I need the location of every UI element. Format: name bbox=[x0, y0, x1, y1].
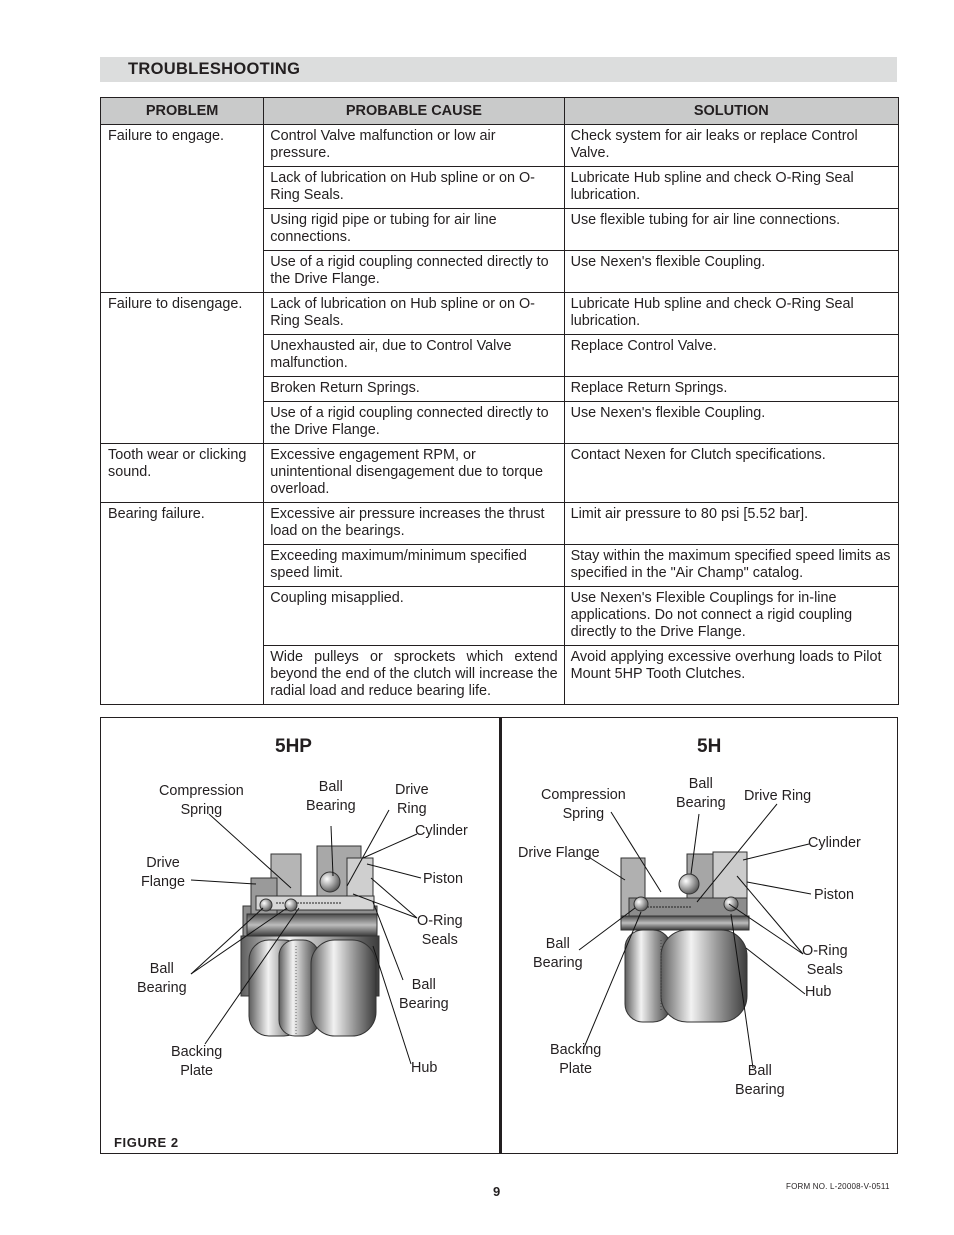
problem-cell: Failure to engage. bbox=[101, 125, 264, 293]
header-solution: SOLUTION bbox=[564, 98, 898, 125]
page-number: 9 bbox=[493, 1184, 501, 1199]
cause-cell: Coupling misapplied. bbox=[264, 587, 564, 646]
section-header bbox=[100, 57, 897, 82]
5hp-label-o-ring-seals: O-Ring Seals bbox=[417, 913, 463, 948]
cause-cell: Broken Return Springs. bbox=[264, 377, 564, 402]
problem-cell: Tooth wear or clicking sound. bbox=[101, 444, 264, 503]
cause-cell: Exceeding maximum/minimum specified speed limit. bbox=[264, 545, 564, 587]
solution-cell: Use flexible tubing for air line connections. bbox=[564, 209, 898, 251]
header-problem: PROBLEM bbox=[101, 98, 264, 125]
5hp-label-hub: Hub bbox=[411, 1060, 438, 1076]
problem-cell: Failure to disengage. bbox=[101, 293, 264, 444]
5hp-clutch-drawing bbox=[241, 846, 379, 1036]
troubleshooting-table bbox=[100, 97, 899, 705]
5hp-label-backing-plate: Backing Plate bbox=[171, 1044, 223, 1079]
solution-cell: Stay within the maximum specified speed limits as specified in the "Air Champ" catalog. bbox=[564, 545, 898, 587]
solution-cell: Lubricate Hub spline and check O-Ring Seal lubrication. bbox=[564, 167, 898, 209]
table-row bbox=[101, 503, 899, 545]
5h-title: 5H bbox=[697, 736, 722, 757]
solution-cell: Check system for air leaks or replace Control Valve. bbox=[564, 125, 898, 167]
5h-label-ball-bearing-top: Ball Bearing bbox=[676, 776, 726, 811]
5h-clutch-drawing bbox=[621, 852, 749, 1022]
cause-cell: Excessive engagement RPM, or unintentional disengagement due to torque overload. bbox=[264, 444, 564, 503]
5hp-label-compression-spring: Compression Spring bbox=[159, 783, 244, 818]
5hp-label-piston: Piston bbox=[423, 871, 463, 887]
header-probable-cause: PROBABLE CAUSE bbox=[264, 98, 564, 125]
cause-cell: Unexhausted air, due to Control Valve malfunction. bbox=[264, 335, 564, 377]
cause-cell: Use of a rigid coupling connected directly to the Drive Flange. bbox=[264, 251, 564, 293]
table-row bbox=[101, 293, 899, 335]
5h-label-hub: Hub bbox=[805, 984, 832, 1000]
5h-label-piston: Piston bbox=[814, 887, 854, 903]
figure-2 bbox=[100, 717, 898, 1154]
5hp-label-cylinder: Cylinder bbox=[415, 823, 468, 839]
5h-label-ball-bearing-left: Ball Bearing bbox=[533, 936, 583, 971]
solution-cell: Limit air pressure to 80 psi [5.52 bar]. bbox=[564, 503, 898, 545]
cause-cell: Control Valve malfunction or low air pressure. bbox=[264, 125, 564, 167]
cause-cell: Lack of lubrication on Hub spline or on O-Ring Seals. bbox=[264, 293, 564, 335]
5h-label-drive-ring: Drive Ring bbox=[744, 788, 812, 804]
5hp-label-ball-bearing-right: Ball Bearing bbox=[399, 977, 449, 1012]
solution-cell: Use Nexen's flexible Coupling. bbox=[564, 251, 898, 293]
cause-cell: Excessive air pressure increases the thrust load on the bearings. bbox=[264, 503, 564, 545]
5h-label-compression-spring: Compression Spring bbox=[541, 787, 626, 822]
table-row bbox=[101, 125, 899, 167]
solution-cell: Avoid applying excessive overhung loads to Pilot Mount 5HP Tooth Clutches. bbox=[564, 646, 898, 705]
figure-caption: FIGURE 2 bbox=[114, 1135, 179, 1150]
problem-cell: Bearing failure. bbox=[101, 503, 264, 705]
table-row bbox=[101, 444, 899, 503]
table-header-row bbox=[101, 98, 899, 125]
cause-cell: Wide pulleys or sprockets which extend beyond the end of the clutch will increase the radial load and reduce bearing life. bbox=[264, 646, 564, 705]
5h-label-cylinder: Cylinder bbox=[808, 835, 861, 851]
5h-label-o-ring-seals: O-Ring Seals bbox=[802, 943, 848, 978]
cause-cell: Lack of lubrication on Hub spline or on O-Ring Seals. bbox=[264, 167, 564, 209]
cause-cell: Use of a rigid coupling connected directly to the Drive Flange. bbox=[264, 402, 564, 444]
5h-label-ball-bearing-bottom: Ball Bearing bbox=[735, 1063, 785, 1098]
solution-cell: Lubricate Hub spline and check O-Ring Seal lubrication. bbox=[564, 293, 898, 335]
form-number: FORM NO. L-20008-V-0511 bbox=[786, 1182, 890, 1191]
5hp-label-drive-flange: Drive Flange bbox=[141, 855, 186, 890]
solution-cell: Use Nexen's Flexible Couplings for in-line applications. Do not connect a rigid coupling directly to the Drive Flange. bbox=[564, 587, 898, 646]
section-title: TROUBLESHOOTING bbox=[128, 60, 301, 78]
solution-cell: Replace Return Springs. bbox=[564, 377, 898, 402]
5hp-title: 5HP bbox=[275, 736, 312, 757]
5hp-label-drive-ring: Drive Ring bbox=[395, 782, 429, 817]
5hp-label-ball-bearing-left: Ball Bearing bbox=[137, 961, 187, 996]
solution-cell: Use Nexen's flexible Coupling. bbox=[564, 402, 898, 444]
cause-cell: Using rigid pipe or tubing for air line connections. bbox=[264, 209, 564, 251]
5h-label-backing-plate: Backing Plate bbox=[550, 1042, 602, 1077]
5hp-label-ball-bearing-top: Ball Bearing bbox=[306, 779, 356, 814]
5h-label-drive-flange: Drive Flange bbox=[518, 845, 600, 861]
solution-cell: Replace Control Valve. bbox=[564, 335, 898, 377]
solution-cell: Contact Nexen for Clutch specifications. bbox=[564, 444, 898, 503]
